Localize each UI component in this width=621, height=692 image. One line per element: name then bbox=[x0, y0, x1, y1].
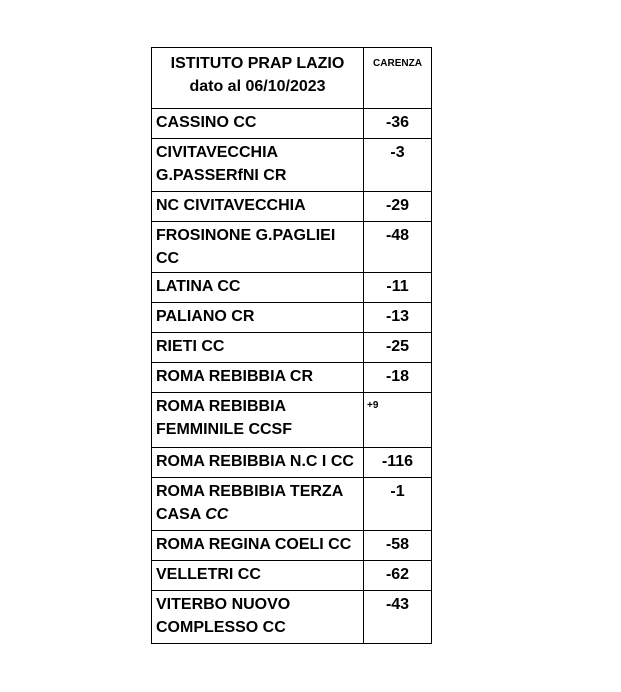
table-row bbox=[152, 393, 432, 448]
table-row bbox=[152, 561, 432, 591]
institute-name: ROMA REGINA COELI CC bbox=[152, 531, 364, 561]
table-row bbox=[152, 448, 432, 478]
institute-name: LATINA CC bbox=[152, 273, 364, 303]
carenza-value: -11 bbox=[364, 273, 432, 303]
carenza-value: -48 bbox=[364, 222, 432, 273]
institute-name: VELLETRI CC bbox=[152, 561, 364, 591]
institute-name: ROMA REBIBBIA CR bbox=[152, 363, 364, 393]
header-title: ISTITUTO PRAP LAZIO bbox=[170, 55, 345, 72]
carenza-value: -18 bbox=[364, 363, 432, 393]
institute-name: NC CIVITAVECCHIA bbox=[152, 192, 364, 222]
table-row bbox=[152, 478, 432, 531]
institute-name: CASSINO CC bbox=[152, 109, 364, 139]
institute-name: ROMA REBIBBIA N.C I CC bbox=[152, 448, 364, 478]
header-carenza-label: CARENZA bbox=[364, 48, 432, 109]
table-row bbox=[152, 363, 432, 393]
carenza-table bbox=[151, 47, 432, 644]
carenza-value: +9 bbox=[364, 393, 432, 448]
institute-name: ROMA REBBIBIA TERZA CASA CC bbox=[152, 478, 364, 531]
table-row bbox=[152, 139, 432, 192]
institute-name: VITERBO NUOVO COMPLESSO CC bbox=[152, 591, 364, 644]
institute-name: CIVITAVECCHIA G.PASSERfNI CR bbox=[152, 139, 364, 192]
carenza-value: -36 bbox=[364, 109, 432, 139]
table-row bbox=[152, 531, 432, 561]
carenza-value: -62 bbox=[364, 561, 432, 591]
table-row bbox=[152, 222, 432, 273]
table-row bbox=[152, 192, 432, 222]
table-row bbox=[152, 333, 432, 363]
institute-name: ROMA REBIBBIA FEMMINILE CCSF bbox=[152, 393, 364, 448]
table-row bbox=[152, 591, 432, 644]
table-row bbox=[152, 109, 432, 139]
carenza-value: -29 bbox=[364, 192, 432, 222]
carenza-value: -1 bbox=[364, 478, 432, 531]
header-date: dato al 06/10/2023 bbox=[189, 78, 326, 95]
institute-name: RIETI CC bbox=[152, 333, 364, 363]
carenza-value: -25 bbox=[364, 333, 432, 363]
carenza-value: -58 bbox=[364, 531, 432, 561]
header-row bbox=[152, 48, 432, 109]
table-row bbox=[152, 273, 432, 303]
carenza-value: -3 bbox=[364, 139, 432, 192]
carenza-value: -13 bbox=[364, 303, 432, 333]
institute-name: PALIANO CR bbox=[152, 303, 364, 333]
carenza-value: -116 bbox=[364, 448, 432, 478]
table-row bbox=[152, 303, 432, 333]
institute-name: FROSINONE G.PAGLIEI CC bbox=[152, 222, 364, 273]
carenza-value: -43 bbox=[364, 591, 432, 644]
header-title-cell bbox=[152, 48, 364, 109]
